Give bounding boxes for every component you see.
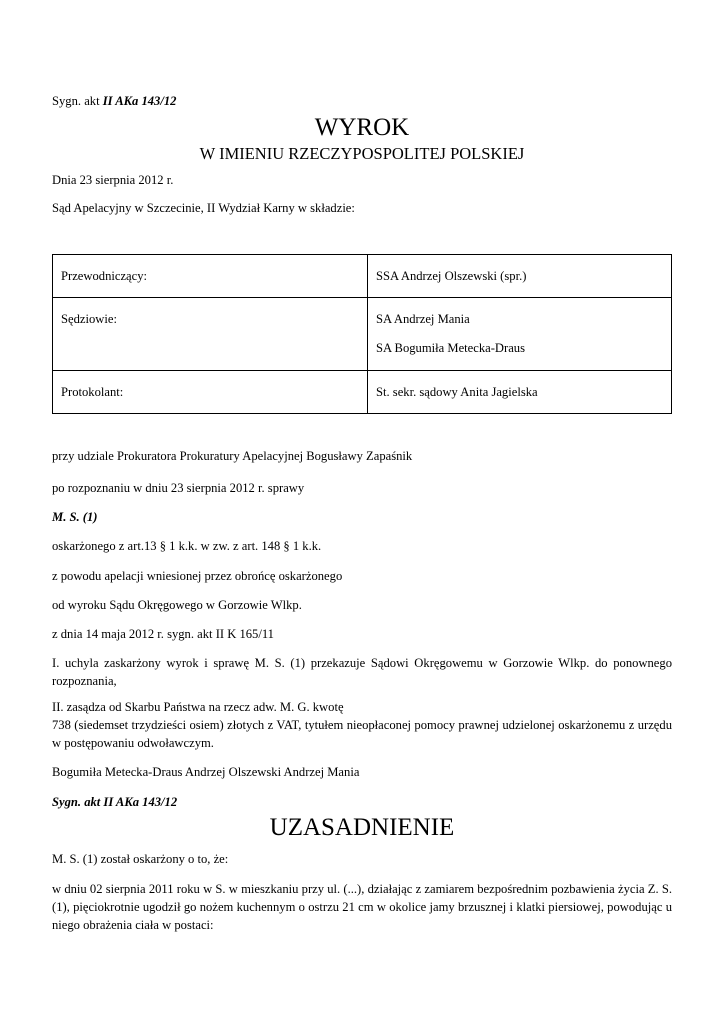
hearing-line: po rozpoznaniu w dniu 23 sierpnia 2012 r. sprawy <box>52 481 305 495</box>
judges-label-cell <box>53 298 368 371</box>
table-row <box>53 255 672 298</box>
court-name: Sąd Apelacyjny w Szczecinie, II Wydział Karny w składzie: <box>52 201 355 215</box>
chair-value-cell <box>368 255 672 298</box>
judges-value-cell <box>368 298 672 371</box>
ruling-point-1: I. uchyla zaskarżony wyrok i sprawę M. S. (1) przekazuje Sądowi Okręgowemu w Gorzowie Wlkp. do ponownego rozpoznania, <box>52 656 672 688</box>
appeal-line: z powodu apelacji wniesionej przez obrońcę oskarżonego <box>52 569 343 583</box>
clerk-value-cell <box>368 371 672 414</box>
judge-1: SA Andrzej Mania <box>376 312 470 326</box>
prosecutor-line: przy udziale Prokuratora Prokuratury Apelacyjnej Bogusławy Zapaśnik <box>52 449 413 463</box>
accused-name: M. S. (1) <box>52 510 98 524</box>
chair-label: Przewodniczący: <box>61 269 148 283</box>
judgment-date: Dnia 23 sierpnia 2012 r. <box>52 173 174 187</box>
justification-paragraph: w dniu 02 sierpnia 2011 roku w S. w mieszkaniu przy ul. (...), działając z zamiarem bezpośrednim pozbawienia życia Z. S. (1), pięciokrotnie ugodził go nożem kuchennym o ostrzu 21 cm w okolice jamy brzusznej i klatki piersiowej, powodując u niego obrażenia ciała w postaci: <box>52 882 672 932</box>
clerk-value: St. sekr. sądowy Anita Jagielska <box>376 385 538 399</box>
charge-line: oskarżonego z art.13 § 1 k.k. w zw. z art. 148 § 1 k.k. <box>52 539 322 553</box>
clerk-label: Protokolant: <box>61 385 124 399</box>
court-composition-table <box>52 254 672 414</box>
chair-value: SSA Andrzej Olszewski (spr.) <box>376 269 527 283</box>
case-signature <box>52 92 672 110</box>
lower-judgment-line: z dnia 14 maja 2012 r. sygn. akt II K 165/11 <box>52 627 274 641</box>
clerk-label-cell <box>53 371 368 414</box>
ruling-point-2-line2: 738 (siedemset trzydzieści osiem) złotych z VAT, tytułem nieopłaconej pomocy prawnej udzielonej oskarżonemu z urzędu w postępowaniu odwoławczym. <box>52 718 672 750</box>
chair-label-cell <box>53 255 368 298</box>
judge-2: SA Bogumiła Metecka-Draus <box>376 341 525 355</box>
justification-signature: Sygn. akt II AKa 143/12 <box>52 795 178 809</box>
lower-court-line: od wyroku Sądu Okręgowego w Gorzowie Wlkp. <box>52 598 302 612</box>
judgment-title: WYROK <box>314 114 410 141</box>
justification-intro: M. S. (1) został oskarżony o to, że: <box>52 852 229 866</box>
ruling-point-2 <box>52 698 672 752</box>
table-row <box>53 371 672 414</box>
table-row <box>53 298 672 371</box>
case-signature-value: II AKa 143/12 <box>102 94 177 108</box>
judgment-subtitle: W IMIENIU RZECZYPOSPOLITEJ POLSKIEJ <box>199 144 525 163</box>
judges-signatures: Bogumiła Metecka-Draus Andrzej Olszewski Andrzej Mania <box>52 765 360 779</box>
ruling-point-2-line1: II. zasądza od Skarbu Państwa na rzecz adw. M. G. kwotę <box>52 700 344 714</box>
case-signature-prefix: Sygn. akt <box>52 94 103 108</box>
judges-label: Sędziowie: <box>61 312 117 326</box>
justification-title: UZASADNIENIE <box>269 814 455 841</box>
